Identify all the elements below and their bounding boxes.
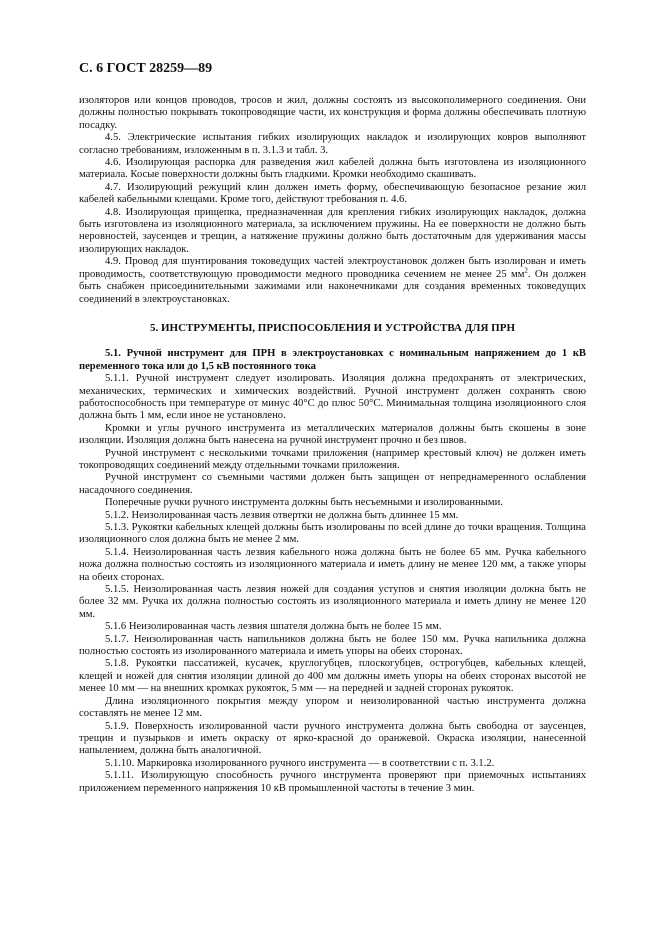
paragraph: 5.1.9. Поверхность изолированной части ручного инструмента должна быть свободна от заусенцев, трещин и пузырьков и иметь окраску от ярко-красной до оранжевой. Окраска изоляции, нанесенной напылением, должна быть аналогичной. [79, 720, 586, 757]
paragraph: Ручной инструмент с несколькими точками приложения (например крестовый ключ) не должен иметь токопроводящих соединений между отдельными точками приложения. [79, 447, 586, 471]
page-header: С. 6 ГОСТ 28259—89 [79, 61, 213, 76]
paragraph: изоляторов или концов проводов, тросов и жил, должны состоять из высокополимерного соединения. Они должны полностью покрывать токопроводящие части, их конструкция и форма должны обеспечивать плотную посадку. [79, 95, 586, 131]
paragraph: 5.1.2. Неизолированная часть лезвия отвертки не должна быть длиннее 15 мм. [105, 509, 459, 521]
paragraph: 5.1.8. Рукоятки пассатижей, кусачек, круглогубцев, плоскогубцев, острогубцев, кабельных клещей, клещей и ножей для снятия изоляции длиной до 400 мм должны иметь упоры на обеих сторонах высотой не менее 10 мм — на внешних кромках рукояток, 5 мм — на передней и задней сторонах рукояток. [79, 658, 586, 695]
section-title: 5. ИНСТРУМЕНТЫ, ПРИСПОСОБЛЕНИЯ И УСТРОЙСТВА ДЛЯ ПРН [149, 321, 516, 334]
paragraph: 4.8. Изолирующая прищепка, предназначенная для крепления гибких изолирующих накладок, должна быть изготовлена из изоляционного материала, за исключением пружины. На ее поверхности не должно быть неровностей, заусенцев и трещин, а натяжение пружины должно быть достаточным для удерживания массы изолирующих накладок. [79, 206, 586, 255]
paragraph: 5.1.1. Ручной инструмент следует изолировать. Изоляция должна предохранять от электрических, механических, термических и химических воздействий. Ручной инструмент должен сохранять свою работоспособность при температуре от минус 40°С до плюс 50°С. Минимальная толщина изоляционного слоя должна быть 1 мм, если иное не установлено. [79, 373, 586, 422]
paragraph: 4.6. Изолирующая распорка для разведения жил кабелей должна быть изготовлена из изоляционного материала. Косые поверхности должны быть гладкими. Кромки необходимо скашивать. [79, 157, 586, 181]
paragraph-text: 4.9. Провод для шунтирования токоведущих частей электроустановок должен быть изолирован и иметь проводимость, соответствующую проводимости медного проводника сечением не менее 25 мм [79, 256, 586, 280]
paragraph: 5.1.10. Маркировка изолированного ручного инструмента — в соответствии с п. 3.1.2. [105, 757, 495, 769]
paragraph: Поперечные ручки ручного инструмента должны быть несъемными и изолированными. [105, 497, 503, 509]
paragraph: 5.1.4. Неизолированная часть лезвия кабельного ножа должна быть не более 65 мм. Ручка кабельного ножа должна полностью состоять из изоляционного материала и иметь длину не менее 120 мм, а также упоры на обеих сторонах. [79, 546, 586, 583]
paragraph: 5.1.3. Рукоятки кабельных клещей должны быть изолированы по всей длине до точки вращения. Толщина изоляционного слоя должна быть не менее 2 мм. [79, 522, 586, 546]
paragraph: 5.1.5. Неизолированная часть лезвия ножей для создания уступов и снятия изоляции должна быть не более 32 мм. Ручка их должна полностью состоять из изоляционного материала и иметь длину не менее 120 мм. [79, 584, 586, 620]
subsection-heading: 5.1. Ручной инструмент для ПРН в электроустановках с номинальным напряжением до 1 кВ переменного тока или до 1,5 кВ постоянного тока [79, 348, 586, 372]
paragraph: 5.1.7. Неизолированная часть напильников должна быть не более 150 мм. Ручка напильника должна полностью состоять из изолированного материала и иметь упоры на обеих сторонах. [79, 633, 586, 658]
paragraph: 5.1.11. Изолирующую способность ручного инструмента проверяют при приемочных испытаниях приложением переменного напряжения 10 кВ промышленной частоты в течение 3 мин. [79, 770, 586, 794]
paragraph: 4.5. Электрические испытания гибких изолирующих накладок и изолирующих ковров выполняют согласно требованиям, изложенным в п. 3.1.3 и табл. 3. [79, 132, 586, 156]
paragraph: Длина изоляционного покрытия между упором и неизолированной частью инструмента должна составлять не менее 12 мм. [79, 695, 586, 720]
paragraph-text: . Он должен быть снабжен присоединительными зажимами или наконечниками для создания временных токоведущих соединений в электроустановках. [79, 268, 586, 305]
document-body [79, 95, 586, 795]
paragraph-4-9 [79, 256, 586, 306]
paragraph: 5.1.6 Неизолированная часть лезвия шпателя должна быть не более 15 мм. [105, 621, 442, 633]
superscript: 2 [524, 266, 528, 275]
paragraph: Кромки и углы ручного инструмента из металлических материалов должны быть скошены в зоне изоляции. Изоляция должна быть нанесена на ручной инструмент прочно и без швов. [79, 422, 586, 447]
paragraph: 4.7. Изолирующий режущий клин должен иметь форму, обеспечивающую безопасное резание жил кабелей кабельными клещами. Кроме того, действуют требования п. 4.6. [79, 181, 586, 206]
paragraph: Ручной инструмент со съемными частями должен быть защищен от непреднамеренного ослабления насадочного соединения. [79, 472, 586, 496]
